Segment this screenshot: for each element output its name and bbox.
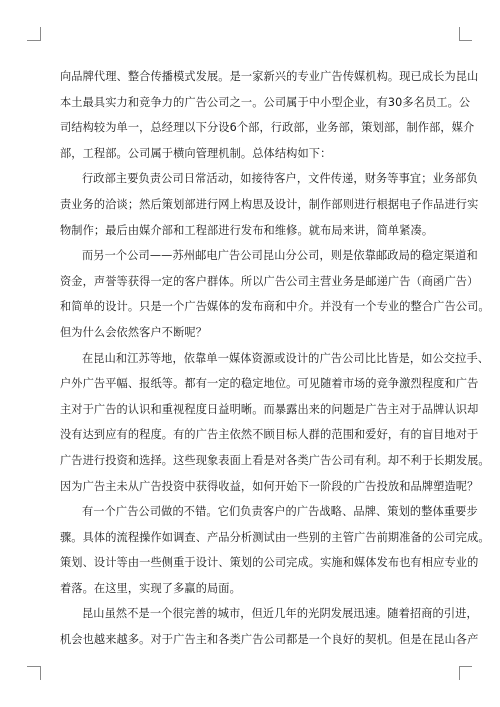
text-line: 有一个广告公司做的不错。它们负责客户的广告战略、品牌、策划的整体重要步 [82,505,478,519]
text-line: 广告进行投资和选择。这些现象表面上看是对各类广告公司有利。却不利于长期发展。 [60,453,490,467]
crop-mark-top-right-v [459,27,460,41]
text-line: 在昆山和江苏等地，依靠单一媒体资源或设计的广告公司比比皆是，如公交拉手、 [82,351,490,365]
text-line: 责业务的洽谈；然后策划部进行网上构思及设计，制作部则进行根据电子作品进行实 [60,197,479,211]
text-line: 策划、设计等由一些侧重于设计、策划的公司完成。实施和媒体发布也有相应专业的 [60,556,479,570]
text-line: 着落。在这里，实现了多赢的局面。 [60,581,241,595]
text-line: 因为广告主未从广告投资中获得收益，如何开始下一阶段的广告投放和品牌塑造呢？ [60,479,479,493]
text-line: 向品牌代理、整合传播模式发展。是一家新兴的专业广告传媒机构。现已成长为昆山 [60,70,479,83]
crop-mark-top-right-h [459,40,472,41]
paragraph [60,601,479,652]
paragraph [60,499,490,601]
text-line: 骤。具体的流程操作如调查、产品分析测试由一些别的主管广告前期准备的公司完成。 [60,530,490,544]
document-page [60,64,490,653]
paragraph [60,243,490,345]
paragraph [60,166,479,243]
crop-mark-top-left-v [40,27,41,41]
text-line: 资金，声誉等获得一定的客户群体。所以广告公司主营业务是邮递广告（商函广告） [60,274,479,288]
text-line: 而另一个公司——苏州邮电广告公司昆山分公司，则是依靠邮政局的稳定渠道和 [82,249,478,263]
paragraph [60,64,479,166]
text-line: 部，工程部。公司属于横向管理机制。总体结构如下： [60,146,332,160]
crop-mark-bottom-left-v [40,666,41,680]
text-line: 司结构较为单一，总经理以下分设6个部，行政部，业务部，策划部，制作部，媒介 [60,121,475,135]
text-line: 主对于广告的认识和重视程度日益明晰。而暴露出来的问题是广告主对于品牌认识却 [60,402,479,416]
text-line: 本土最具实力和竞争力的广告公司之一。公司属于中小型企业，有30多名员工。公 [60,95,471,109]
crop-mark-bottom-right-h [459,666,472,667]
text-line: 和简单的设计。只是一个广告媒体的发布商和中介。并没有一个专业的整合广告公司。 [60,300,490,314]
text-line: 户外广告平幅、报纸等。都有一定的稳定地位。可见随着市场的竞争激烈程度和广告 [60,377,479,391]
text-line: 昆山虽然不是一个很完善的城市，但近几年的光阴发展迅速。随着招商的引进， [82,607,478,621]
text-line: 物制作；最后由媒介部和工程部进行发布和维修。就布局来讲，简单紧凑。 [60,223,434,237]
text-line: 行政部主要负责公司日常活动，如接待客户，文件传递，财务等事宜；业务部负 [82,172,478,186]
paragraph [60,346,490,500]
text-line: 机会也越来越多。对于广告主和各类广告公司都是一个良好的契机。但是在昆山各产 [60,633,479,647]
crop-mark-bottom-right-v [459,666,460,680]
crop-mark-bottom-left-h [27,666,40,667]
crop-mark-top-left-h [27,40,40,41]
text-line: 没有达到应有的程度。有的广告主依然不顾目标人群的范围和爱好，有的盲目地对于 [60,428,479,442]
text-line: 但为什么会依然客户不断呢？ [60,325,207,339]
